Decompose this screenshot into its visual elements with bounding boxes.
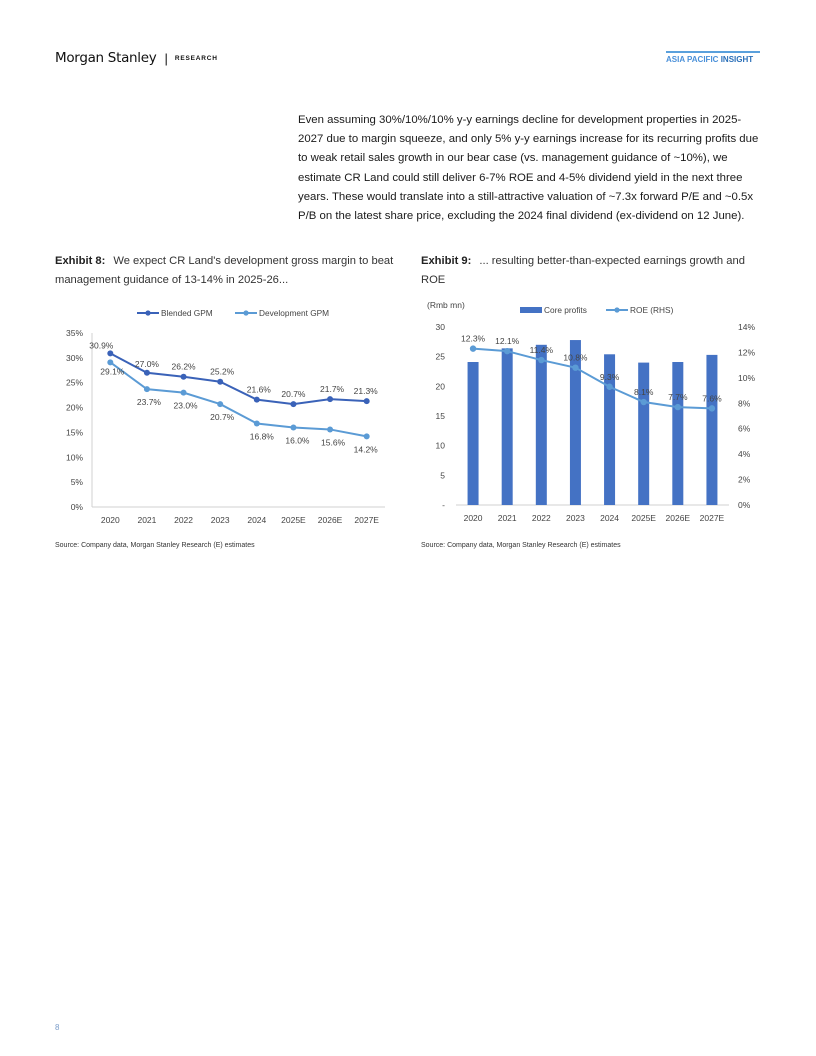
data-point <box>217 379 223 385</box>
roe-data-label: 7.7% <box>668 392 688 403</box>
y-tick-label: 10% <box>65 452 83 463</box>
y-tick-label: 5% <box>70 477 83 488</box>
bar <box>638 363 649 505</box>
data-point <box>290 401 296 407</box>
roe-data-label: 11.4% <box>529 345 554 356</box>
legend-label-core-profits: Core profits <box>544 305 587 315</box>
x-tick-label: 2025E <box>631 513 656 523</box>
legend-label-1: Development GPM <box>259 308 330 318</box>
data-point <box>107 359 113 365</box>
body-paragraph: Even assuming 30%/10%/10% y-y earnings decline for development properties in 2025-2027 due to margin squeeze, and only 5% y-y earnings increase for its recurring profits due to weak retail sales growth in our bear case (vs. management guidance of ~10%), we estimate CR Land could still deliver 6-7% ROE and 4-5% dividend yield in the next three years. These would translate into a still-attractive valuation of ~7.3x forward P/E and ~0.5x P/B on the latest share price, excluding the 2024 final dividend (ex-dividend on 12 June). <box>298 114 759 223</box>
x-tick-label: 2027E <box>699 513 725 523</box>
roe-point <box>675 404 681 410</box>
data-point <box>254 420 260 426</box>
x-tick-label: 2026E <box>317 515 343 525</box>
data-label: 25.2% <box>210 366 235 377</box>
data-point <box>181 390 187 396</box>
roe-point <box>709 405 715 411</box>
roe-point <box>470 345 476 351</box>
exhibit-8-title: We expect CR Land's development gross margin to beat management guidance of 13-14% in 2025-26... <box>55 255 394 286</box>
data-point <box>290 424 296 430</box>
x-tick-label: 2026E <box>665 513 691 523</box>
data-label: 20.7% <box>210 412 235 423</box>
data-label: 20.7% <box>281 389 306 400</box>
x-tick-label: 2020 <box>100 515 120 525</box>
y-tick-label-right: 8% <box>738 398 751 409</box>
y-tick-label-left: 25 <box>435 351 445 362</box>
y-tick-label-right: 6% <box>738 423 751 434</box>
data-label: 16.0% <box>285 435 310 446</box>
exhibit-8-label: Exhibit 8: <box>55 255 106 267</box>
roe-data-label: 10.8% <box>563 352 588 363</box>
x-tick-label: 2027E <box>354 515 379 525</box>
data-point <box>217 401 223 407</box>
y-tick-label-left: - <box>442 500 445 510</box>
gross-margin-line-chart <box>55 298 395 533</box>
data-label: 21.3% <box>353 386 378 397</box>
roe-data-label: 12.1% <box>495 336 520 347</box>
exhibit-9-heading <box>421 252 766 290</box>
data-label: 23.7% <box>136 397 161 408</box>
data-label: 26.2% <box>171 361 196 372</box>
exhibit-9-label: Exhibit 9: <box>421 255 472 267</box>
roe-data-label: 12.3% <box>461 333 486 344</box>
data-label: 15.6% <box>321 437 346 448</box>
y-tick-label-right: 4% <box>738 449 751 460</box>
data-point <box>144 370 150 376</box>
x-tick-label: 2023 <box>210 515 230 525</box>
bar <box>706 355 717 505</box>
exhibit-9-source: Source: Company data, Morgan Stanley Research (E) estimates <box>421 542 621 549</box>
y-tick-label-right: 0% <box>738 500 751 510</box>
x-tick-label: 2020 <box>463 513 483 523</box>
data-label: 29.1% <box>100 366 125 377</box>
data-label: 21.7% <box>320 384 345 395</box>
data-point <box>181 374 187 380</box>
bar <box>536 345 547 505</box>
series-label <box>666 51 760 64</box>
brand-header <box>55 50 218 66</box>
y-tick-label-left: 5 <box>440 470 445 481</box>
y-tick-label-left: 15 <box>435 411 445 421</box>
x-tick-label: 2021 <box>497 513 517 523</box>
y-tick-label-left: 20 <box>435 381 445 392</box>
y-tick-label-right: 2% <box>738 474 751 485</box>
roe-point <box>606 384 612 390</box>
core-profits-roe-combo-chart <box>421 295 766 533</box>
y-tick-label: 25% <box>65 377 83 388</box>
data-point <box>364 398 370 404</box>
x-tick-label: 2022 <box>174 515 194 525</box>
y-tick-label-left: 10 <box>435 440 445 451</box>
y-tick-label-right: 14% <box>738 322 756 332</box>
series-label-light: ASIA PACIFIC <box>666 55 719 64</box>
bar <box>468 362 479 505</box>
legend-label-roe: ROE (RHS) <box>630 305 674 315</box>
legend-marker-0 <box>145 310 150 315</box>
section-label: RESEARCH <box>174 54 218 62</box>
data-label: 21.6% <box>246 384 271 395</box>
x-tick-label: 2021 <box>137 515 157 525</box>
y-tick-label-right: 12% <box>738 347 756 358</box>
data-point <box>144 386 150 392</box>
data-label: 14.2% <box>353 444 378 455</box>
data-point <box>327 426 333 432</box>
x-tick-label: 2023 <box>565 513 585 523</box>
roe-point <box>538 357 544 363</box>
data-label: 27.0% <box>134 358 159 369</box>
roe-data-label: 7.6% <box>702 393 722 404</box>
bar <box>502 348 513 505</box>
data-label: 30.9% <box>89 340 114 351</box>
y-tick-label-left: 30 <box>435 322 445 332</box>
x-tick-label: 2022 <box>531 513 551 523</box>
data-label: 16.8% <box>249 431 274 442</box>
legend-label-0: Blended GPM <box>161 308 213 318</box>
y-tick-label: 20% <box>65 402 83 413</box>
roe-point <box>504 348 510 354</box>
data-label: 23.0% <box>173 400 198 411</box>
y-tick-label: 30% <box>65 352 83 363</box>
x-tick-label: 2024 <box>247 515 267 525</box>
y-tick-label: 15% <box>65 427 83 438</box>
series-label-bold: INSIGHT <box>720 55 754 64</box>
legend-marker-roe <box>614 307 619 312</box>
exhibit-8-heading <box>55 252 395 290</box>
y-tick-label-right: 10% <box>738 372 756 383</box>
data-point <box>254 397 260 403</box>
bar <box>672 362 683 505</box>
brand-separator: | <box>164 50 168 66</box>
roe-data-label: 9.3% <box>599 371 620 382</box>
x-tick-label: 2025E <box>281 515 306 525</box>
y-tick-label: 0% <box>70 502 83 512</box>
brand-logo: Morgan Stanley <box>55 50 157 66</box>
y-tick-label: 35% <box>65 328 83 338</box>
y-axis-unit: (Rmb mn) <box>427 300 465 310</box>
data-point <box>107 350 113 356</box>
exhibit-9-title: ... resulting better-than-expected earnings growth and ROE <box>421 255 745 286</box>
roe-data-label: 8.1% <box>634 387 654 398</box>
exhibit-8-source: Source: Company data, Morgan Stanley Research (E) estimates <box>55 542 255 549</box>
legend-marker-1 <box>243 310 248 315</box>
data-point <box>327 396 333 402</box>
page-number: 8 <box>55 1023 60 1032</box>
x-tick-label: 2024 <box>600 513 620 523</box>
roe-point <box>640 399 646 405</box>
roe-point <box>572 364 578 370</box>
data-point <box>364 433 370 439</box>
legend-swatch-core-profits <box>520 307 542 313</box>
